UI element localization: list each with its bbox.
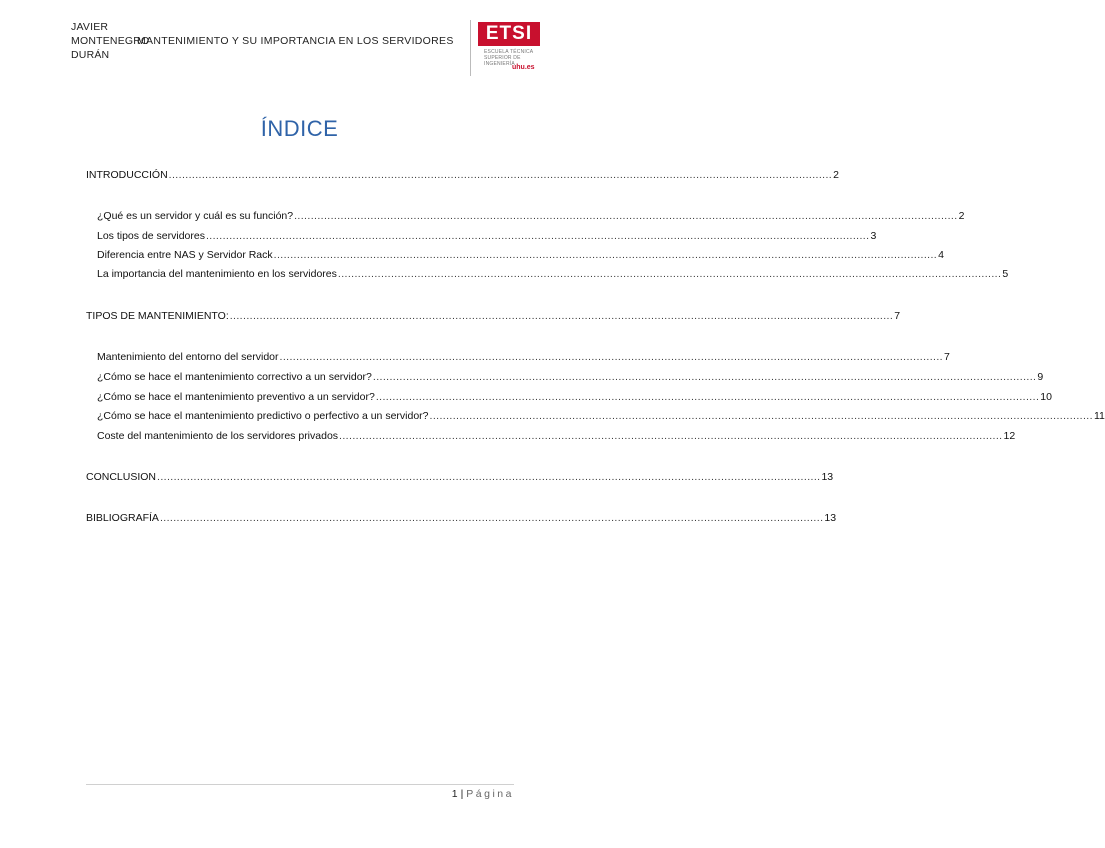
toc-entry-label: ¿Qué es un servidor y cuál es su función? bbox=[97, 210, 294, 222]
toc-leader-dots: ........................................................................................................................................................................................................ bbox=[273, 249, 938, 261]
page-footer bbox=[452, 788, 514, 800]
toc-entry-page: 5 bbox=[1002, 268, 1009, 280]
toc-entry[interactable] bbox=[86, 309, 901, 323]
toc-leader-dots: ........................................................................................................................................................................................................ bbox=[429, 410, 1093, 422]
toc-entry[interactable] bbox=[86, 470, 834, 484]
toc-leader-dots: ........................................................................................................................................................................................................ bbox=[372, 371, 1037, 383]
author-line-3: DURÁN bbox=[71, 49, 110, 61]
toc-entry-label: BIBLIOGRAFÍA bbox=[86, 512, 159, 524]
toc-leader-dots: ........................................................................................................................................................................................................ bbox=[279, 351, 943, 363]
toc-leader-dots: ........................................................................................................................................................................................................ bbox=[157, 471, 821, 483]
toc-leader-dots: ........................................................................................................................................................................................................ bbox=[375, 391, 1040, 403]
toc-entry-page: 2 bbox=[833, 169, 839, 181]
toc-entry-label: ¿Cómo se hace el mantenimiento predictivo o perfectivo a un servidor? bbox=[97, 410, 429, 422]
toc-entry-page: 7 bbox=[943, 351, 950, 363]
toc-entry-page: 7 bbox=[894, 310, 901, 322]
toc-entry[interactable] bbox=[86, 168, 839, 182]
toc-entry-page: 9 bbox=[1037, 371, 1044, 383]
toc-entry-label: ¿Cómo se hace el mantenimiento correctivo a un servidor? bbox=[97, 371, 372, 383]
author-line-1: JAVIER bbox=[71, 21, 109, 33]
toc-leader-dots: ........................................................................................................................................................................................................ bbox=[205, 230, 870, 242]
toc-title: ÍNDICE bbox=[260, 116, 339, 141]
toc-leader-dots: ........................................................................................................................................................................................................ bbox=[294, 210, 958, 222]
toc-entry-label: Los tipos de servidores bbox=[97, 230, 205, 242]
toc-entry-page: 12 bbox=[1003, 430, 1016, 442]
toc-entry-page: 10 bbox=[1040, 391, 1052, 403]
footer-divider bbox=[86, 784, 514, 785]
toc-entry-label: Mantenimiento del entorno del servidor bbox=[97, 351, 279, 363]
logo-university-mark: uhu.es bbox=[512, 64, 535, 71]
toc-entry-label: La importancia del mantenimiento en los servidores bbox=[97, 268, 337, 280]
footer-separator: | bbox=[460, 788, 464, 800]
toc-entry[interactable] bbox=[97, 209, 965, 223]
page-label: Página bbox=[466, 788, 514, 800]
toc-entry-label: ¿Cómo se hace el mantenimiento preventivo a un servidor? bbox=[97, 391, 375, 403]
toc-entry[interactable] bbox=[97, 370, 1044, 384]
toc-entry-page: 11 bbox=[1093, 410, 1105, 422]
logo-subtitle: ESCUELA TÉCNICA SUPERIOR DE INGENIERÍA bbox=[484, 49, 534, 67]
toc-entry[interactable] bbox=[97, 350, 950, 364]
toc-entry-page: 13 bbox=[824, 512, 837, 524]
toc-entry[interactable] bbox=[97, 409, 1105, 423]
toc-leader-dots: ........................................................................................................................................................................................................ bbox=[229, 310, 894, 322]
toc-entry-label: Coste del mantenimiento de los servidores privados bbox=[97, 430, 339, 442]
header-divider bbox=[470, 20, 471, 76]
toc-entry-label: TIPOS DE MANTENIMIENTO: bbox=[86, 310, 229, 322]
toc-leader-dots: ........................................................................................................................................................................................................ bbox=[339, 430, 1003, 442]
toc-entry-label: CONCLUSION bbox=[86, 471, 157, 483]
toc-entry-page: 4 bbox=[938, 249, 944, 261]
toc-entry-label: INTRODUCCIÓN bbox=[86, 169, 168, 181]
toc-entry[interactable] bbox=[97, 267, 1009, 281]
author-line-2: MONTENEGRO bbox=[71, 35, 150, 47]
header-document-title: MANTENIMIENTO Y SU IMPORTANCIA EN LOS SERVIDORES bbox=[137, 35, 454, 47]
toc-entry-label: Diferencia entre NAS y Servidor Rack bbox=[97, 249, 273, 261]
toc-leader-dots: ........................................................................................................................................................................................................ bbox=[168, 169, 833, 181]
toc-leader-dots: ........................................................................................................................................................................................................ bbox=[159, 512, 824, 524]
toc-entry-page: 13 bbox=[821, 471, 834, 483]
toc-entry[interactable] bbox=[97, 248, 944, 262]
toc-entry[interactable] bbox=[86, 511, 837, 525]
toc-entry-page: 3 bbox=[870, 230, 877, 242]
toc-entry[interactable] bbox=[97, 229, 877, 243]
toc-entry-page: 2 bbox=[958, 210, 965, 222]
toc-entry[interactable] bbox=[97, 390, 1052, 404]
toc-leader-dots: ........................................................................................................................................................................................................ bbox=[337, 268, 1002, 280]
etsi-logo bbox=[478, 22, 544, 74]
logo-etsi-text: ETSI bbox=[478, 22, 540, 46]
page-number: 1 bbox=[451, 788, 458, 800]
toc-entry[interactable] bbox=[97, 429, 1016, 443]
